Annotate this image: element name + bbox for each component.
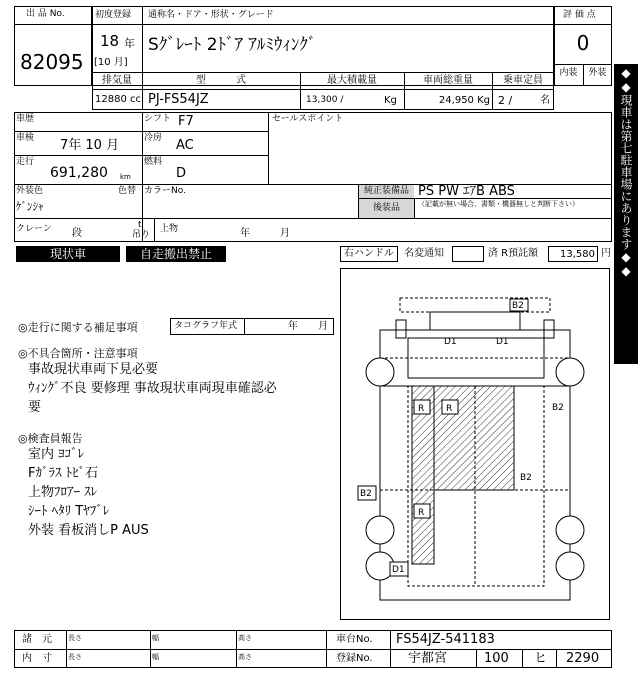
damage-mark-d1: D1: [444, 337, 457, 347]
divider: [66, 630, 67, 668]
defects-title: ◎不具合箇所・注意事項: [18, 347, 138, 360]
width-label: 幅: [152, 634, 159, 642]
chassis-number: FS54JZ-541183: [396, 632, 495, 647]
color-label: 外装色: [16, 186, 44, 196]
damage-mark-r: R: [446, 404, 453, 414]
history-label: 車歴: [16, 114, 35, 124]
aftermarket-label: 後装品: [359, 199, 414, 218]
crane-ton: t: [138, 220, 142, 230]
inspector-report-title: ◎検査員報告: [18, 432, 83, 445]
year-unit: 年: [124, 37, 135, 50]
defect-line: 要: [28, 400, 42, 415]
divider: [390, 630, 391, 668]
specs-dim-label: 諸 元: [22, 634, 52, 645]
upper-body-year: 年: [240, 228, 250, 239]
model-name: Sｸﾞﾚｰﾄ 2ﾄﾞｱ ｱﾙﾐｳｨﾝｸﾞ: [148, 35, 317, 55]
crane-stage: 段: [72, 228, 82, 239]
plate-class: 100: [484, 651, 509, 666]
gross-weight-value: 24,950 Kg: [438, 95, 490, 106]
inspector-line: 室内 ﾖｺﾞﾚ: [28, 447, 85, 462]
damage-mark-b2: B2: [552, 403, 564, 413]
crane-label: クレーン: [16, 224, 52, 234]
ac-value: AC: [176, 138, 194, 153]
displacement-value: 12880 cc: [95, 94, 141, 105]
driving-notes-title: ◎走行に関する補足事項: [18, 321, 138, 334]
wheel-icon: [556, 516, 584, 544]
max-load-label: 最大積載量: [327, 75, 377, 86]
roof-outline: [430, 312, 520, 330]
capacity-value: 2 /: [498, 94, 513, 107]
first-registration-label: 初度登録: [95, 10, 132, 20]
divider: [556, 649, 557, 668]
height-label: 高さ: [238, 634, 252, 642]
ac-label: 冷房: [144, 133, 163, 143]
mileage-unit: km: [120, 173, 131, 181]
inspector-line: 外装 看板消しP AUS: [28, 523, 149, 538]
crane-hook: 吊り: [132, 230, 151, 240]
divider: [142, 184, 143, 218]
mirror-icon: [544, 320, 554, 338]
name-change-box: [452, 246, 484, 262]
divider: [14, 155, 268, 156]
plate-number: 2290: [566, 651, 600, 666]
inspection-label: 車検: [16, 133, 35, 143]
height-label: 高さ: [238, 653, 252, 661]
defect-line: 事故現状車両下見必要: [28, 362, 159, 377]
length-label: 長さ: [68, 653, 82, 661]
inspector-line: ｼｰﾄ ﾍﾀﾘ Tﾔﾌﾞﾚ: [28, 504, 110, 519]
plate-label: 登録No.: [336, 653, 373, 664]
color-code-label: カラーNo.: [144, 186, 186, 196]
inspector-line: Fｶﾞﾗｽ ﾄﾋﾞ石: [28, 466, 99, 481]
chassis-label: 車台No.: [336, 634, 373, 645]
inspector-line: 上物ﾌﾛｱｰ ｽﾚ: [28, 485, 98, 500]
mileage-value: 691,280: [50, 165, 108, 181]
divider: [14, 218, 612, 219]
divider: [476, 649, 477, 668]
defect-line: ｳｨﾝｸﾞ不良 要修理 事故現状車両現車確認必: [28, 381, 277, 396]
model-code: PJ-FS54JZ: [148, 92, 209, 107]
truck-diagram: [340, 268, 610, 620]
aftermarket-note: （記載が無い場合、書類・機器無しと判断下さい）: [418, 200, 579, 208]
divider: [414, 198, 415, 218]
width-label: 幅: [152, 653, 159, 661]
wheel-icon: [366, 358, 394, 386]
inspection-value: 7年 10 月: [60, 138, 120, 153]
shift-label: シフト: [144, 114, 172, 124]
interior-dim-label: 内 寸: [22, 653, 52, 664]
lot-number: 82095: [20, 50, 84, 74]
fuel-label: 燃料: [144, 157, 163, 167]
displacement-label: 排気量: [102, 75, 132, 86]
lot-number-label: 出 品 No.: [26, 9, 65, 19]
wheel-icon: [366, 516, 394, 544]
tachograph-label: タコグラフ年式: [174, 321, 238, 331]
capacity-unit: 名: [540, 95, 550, 106]
damage-mark-d1: D1: [496, 337, 509, 347]
current-condition-badge: 現状車: [16, 246, 120, 262]
divider: [268, 112, 269, 184]
upper-body-month: 月: [280, 228, 290, 239]
mirror-icon: [396, 320, 406, 338]
divider: [92, 24, 554, 25]
score-label: 評 価 点: [563, 10, 596, 20]
wheel-icon: [556, 552, 584, 580]
plate-region: 宇都宮: [408, 651, 448, 666]
divider: [554, 24, 612, 25]
color-change-label: 色替: [118, 186, 137, 196]
model-code-label: 型 式: [196, 75, 246, 86]
divider: [244, 318, 245, 335]
sales-point-label: セールスポイント: [272, 114, 344, 124]
max-load-unit: Kg: [384, 95, 397, 106]
max-load-value: 13,300 /: [306, 95, 344, 105]
model-name-label: 通称名・ドア・形状・グレード: [148, 10, 274, 20]
exterior-score-label: 外装: [588, 68, 607, 78]
color-value: ｹﾞﾝｼｬ: [16, 200, 44, 213]
gross-weight-label: 車両総重量: [423, 75, 473, 86]
length-label: 長さ: [68, 634, 82, 642]
divider: [154, 218, 155, 242]
name-change-label: 名変通知: [404, 248, 444, 259]
fuel-value: D: [176, 166, 187, 181]
damage-mark-b2: B2: [512, 301, 524, 311]
capacity-label: 乗車定員: [503, 75, 543, 86]
tachograph-year: 年: [288, 321, 298, 332]
tachograph-month: 月: [318, 321, 328, 332]
divider: [150, 630, 151, 668]
mileage-label: 走行: [16, 157, 35, 167]
damage-mark-d1: D1: [392, 565, 405, 575]
parking-notice: ◆◆現車は第七駐車場にあります◆◆: [619, 66, 633, 278]
yen-unit: 円: [601, 248, 611, 259]
first-registration-month: [10 月]: [94, 57, 128, 68]
divider: [92, 89, 554, 90]
no-self-drive-badge: 自走搬出禁止: [126, 246, 226, 262]
first-registration-year: 18: [100, 32, 120, 50]
interior-score-label: 内装: [559, 68, 578, 78]
wheel-icon: [556, 358, 584, 386]
damage-mark-b2: B2: [360, 489, 372, 499]
equipment-label: 純正装備品: [359, 185, 414, 198]
divider: [522, 649, 523, 668]
recycle-deposit-value: 13,580: [560, 249, 595, 260]
plate-kana: ヒ: [534, 651, 548, 666]
right-hand-drive-label: 右ハンドル: [344, 248, 394, 259]
divider: [236, 630, 237, 668]
damage-mark-r: R: [418, 404, 425, 414]
divider: [14, 131, 268, 132]
damage-mark-b2: B2: [520, 473, 532, 483]
divider: [14, 184, 612, 185]
damage-mark-r: R: [418, 508, 425, 518]
divider: [14, 24, 92, 25]
score-value: 0: [576, 31, 590, 55]
equipment-value: PS PW ｴｱB ABS: [418, 184, 515, 199]
shift-value: F7: [178, 114, 194, 129]
upper-body-label: 上物: [160, 224, 179, 234]
divider: [326, 630, 327, 668]
recycle-deposit-label: 済 R預託額: [488, 248, 539, 259]
